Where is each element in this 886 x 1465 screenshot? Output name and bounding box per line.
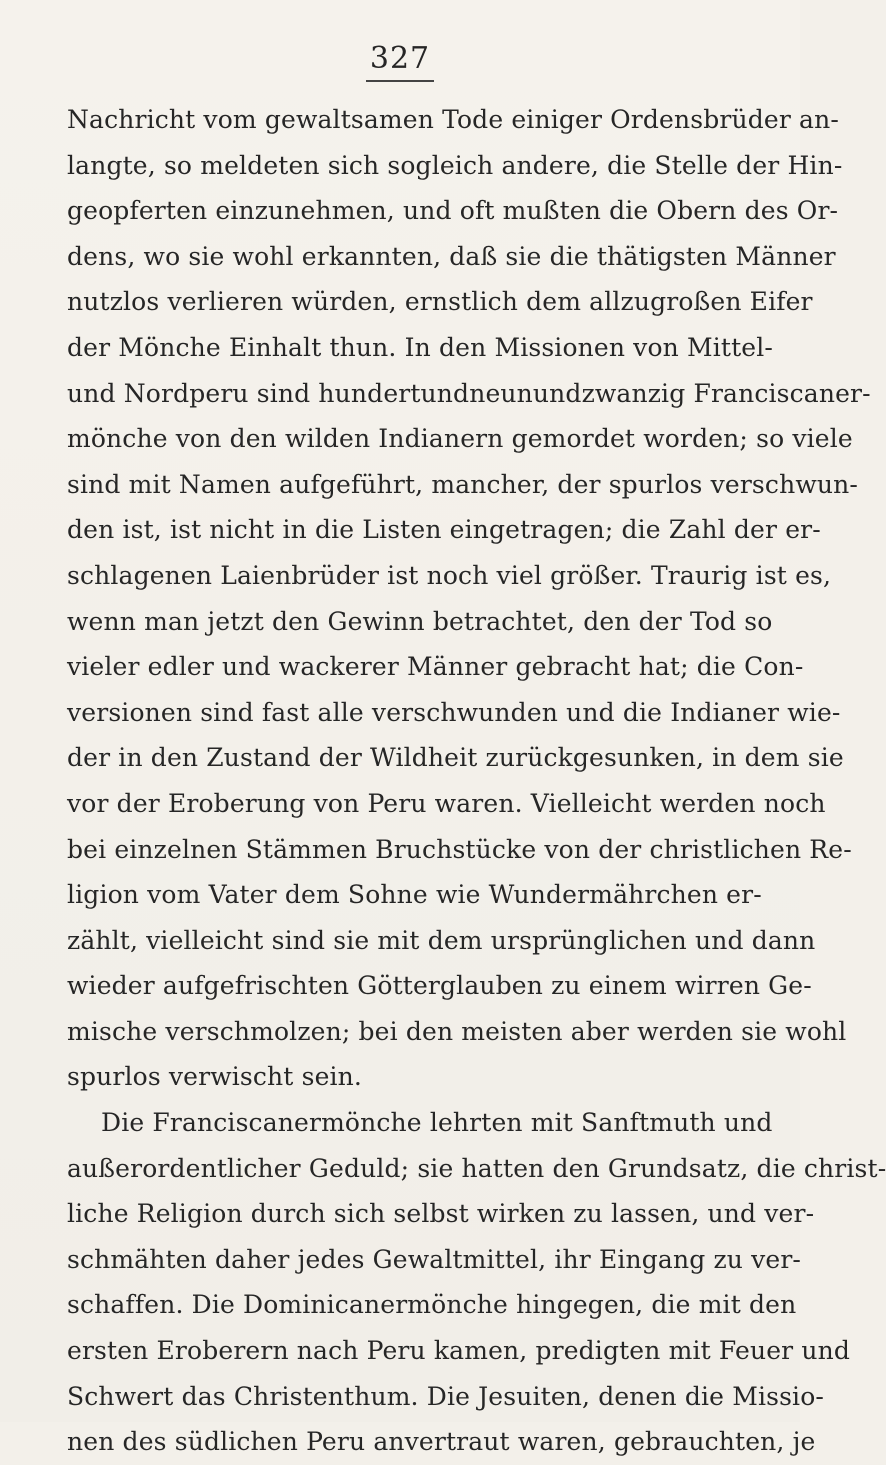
text-line: der in den Zustand der Wildheit zurückgesunken, in dem sie (67, 743, 844, 773)
text-line: vieler edler und wackerer Männer gebracht hat; die Con- (67, 652, 804, 682)
paragraph-start-line: Die Franciscanermönche lehrten mit Sanftmuth und (101, 1108, 773, 1138)
text-line: wieder aufgefrischten Götterglauben zu einem wirren Ge- (67, 971, 812, 1001)
text-line: ersten Eroberern nach Peru kamen, predigten mit Feuer und (67, 1336, 851, 1366)
text-line: zählt, vielleicht sind sie mit dem ursprünglichen und dann (67, 925, 816, 955)
text-line: nutzlos verlieren würden, ernstlich dem allzugroßen Eifer (67, 287, 813, 317)
text-line: Nachricht vom gewaltsamen Tode einiger Ordensbrüder an- (67, 105, 839, 134)
body-text (67, 97, 886, 1465)
text-line: mönche von den wilden Indianern gemordet worden; so viele (67, 424, 853, 454)
text-line: der Mönche Einhalt thun. In den Missionen von Mittel- (67, 332, 773, 362)
page-number: 327 (0, 44, 800, 82)
paragraph-end-line: spurlos verwischt sein. (67, 1062, 363, 1092)
text-line: außerordentlicher Geduld; sie hatten den Grundsatz, die christ- (67, 1153, 886, 1183)
text-line: nen des südlichen Peru anvertraut waren, gebrauchten, je (67, 1427, 816, 1457)
text-line: schlagenen Laienbrüder ist noch viel größer. Traurig ist es, (67, 560, 832, 590)
text-line: langte, so meldeten sich sogleich andere, die Stelle der Hin- (67, 150, 843, 180)
text-line: und Nordperu sind hundertundneunundzwanzig Franciscaner- (67, 378, 871, 408)
text-line: den ist, ist nicht in die Listen eingetragen; die Zahl der er- (67, 515, 821, 545)
text-line: geopferten einzunehmen, und oft mußten die Obern des Or- (67, 196, 839, 226)
text-line: schmähten daher jedes Gewaltmittel, ihr Eingang zu ver- (67, 1244, 802, 1274)
text-line: bei einzelnen Stämmen Bruchstücke von der christlichen Re- (67, 834, 852, 864)
text-line: liche Religion durch sich selbst wirken zu lassen, und ver- (67, 1199, 815, 1229)
text-line: dens, wo sie wohl erkannten, daß sie die thätigsten Männer (67, 241, 836, 271)
text-line: wenn man jetzt den Gewinn betrachtet, den der Tod so (67, 606, 773, 636)
text-line: mische verschmolzen; bei den meisten aber werden sie wohl (67, 1016, 847, 1046)
text-line: Schwert das Christenthum. Die Jesuiten, denen die Missio- (67, 1381, 824, 1411)
text-line: vor der Eroberung von Peru waren. Vielleicht werden noch (67, 788, 826, 818)
text-line: ligion vom Vater dem Sohne wie Wundermährchen er- (67, 880, 762, 910)
text-line: sind mit Namen aufgeführt, mancher, der spurlos verschwun- (67, 469, 858, 499)
text-line: schaffen. Die Dominicanermönche hingegen, die mit den (67, 1290, 797, 1320)
text-line: versionen sind fast alle verschwunden und die Indianer wie- (67, 697, 841, 727)
